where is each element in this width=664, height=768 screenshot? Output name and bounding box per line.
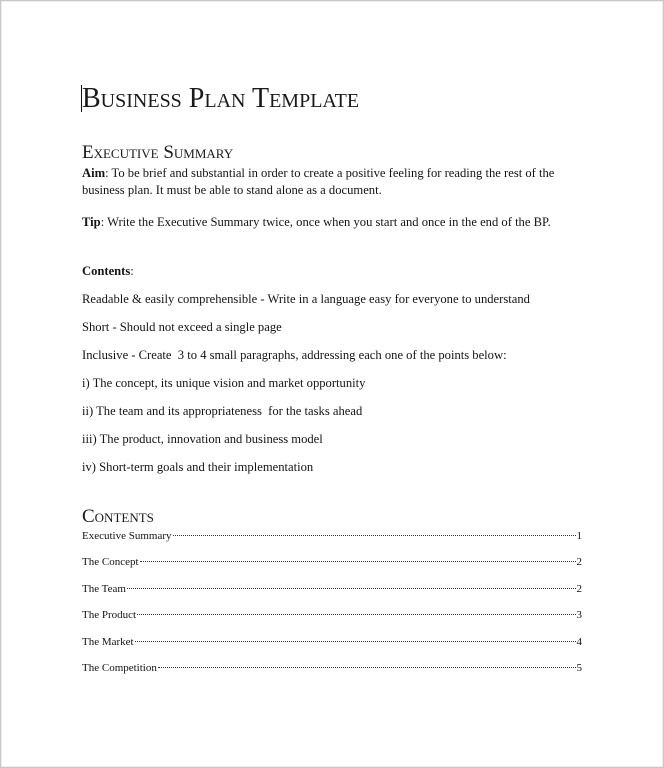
toc-entry-page: 5	[576, 662, 582, 674]
contents-label-line[interactable]	[82, 263, 134, 280]
toc-entry-label: The Product	[82, 609, 137, 621]
toc-entry-page: 2	[576, 556, 582, 568]
toc-entry[interactable]	[82, 529, 582, 543]
toc-leader	[158, 667, 576, 668]
toc-entry-page: 3	[576, 609, 582, 621]
document-title[interactable]: Business Plan Template	[82, 83, 360, 114]
toc-entry-label: Executive Summary	[82, 530, 172, 542]
tip-paragraph[interactable]	[82, 214, 582, 231]
tip-text: : Write the Executive Summary twice, once when you start and once in the end of the BP.	[100, 215, 551, 229]
aim-paragraph[interactable]	[82, 165, 582, 199]
list-item[interactable]: Readable & easily comprehensible - Write in a language easy for everyone to understand	[82, 292, 530, 306]
toc-entry-label: The Concept	[82, 556, 139, 568]
toc-entry[interactable]	[82, 608, 582, 622]
list-item[interactable]: Inclusive - Create 3 to 4 small paragraphs, addressing each one of the points below:	[82, 348, 507, 362]
toc-entry-page: 4	[576, 636, 582, 648]
toc-leader	[135, 641, 576, 642]
list-item[interactable]: ii) The team and its appropriateness for the tasks ahead	[82, 404, 363, 418]
toc-leader	[137, 614, 575, 615]
list-item[interactable]: Short - Should not exceed a single page	[82, 320, 282, 334]
aim-label: Aim	[82, 166, 106, 180]
toc-entry[interactable]	[82, 582, 582, 596]
toc-entry[interactable]	[82, 661, 582, 675]
toc-leader	[173, 535, 576, 536]
aim-text: : To be brief and substantial in order to create a positive feeling for reading the rest of the business plan. It must be able to stand alone as a document.	[82, 166, 555, 197]
toc-leader	[140, 561, 576, 562]
toc-entry[interactable]	[82, 555, 582, 569]
contents-label: Contents	[82, 264, 131, 278]
toc-entry-label: The Competition	[82, 662, 157, 674]
toc-entry-label: The Market	[82, 636, 134, 648]
toc-entry-page: 1	[576, 530, 582, 542]
toc-entry[interactable]	[82, 635, 582, 649]
list-item[interactable]: iii) The product, innovation and business model	[82, 432, 323, 446]
toc-entry-label: The Team	[82, 583, 126, 595]
executive-summary-heading[interactable]: Executive Summary	[82, 142, 234, 163]
list-item[interactable]: i) The concept, its unique vision and market opportunity	[82, 376, 366, 390]
toc-entry-page: 2	[576, 583, 582, 595]
list-item[interactable]: iv) Short-term goals and their implementation	[82, 460, 314, 474]
toc-leader	[127, 588, 576, 589]
tip-label: Tip	[82, 215, 101, 229]
toc-heading[interactable]: Contents	[82, 506, 154, 527]
contents-colon: :	[130, 264, 134, 278]
